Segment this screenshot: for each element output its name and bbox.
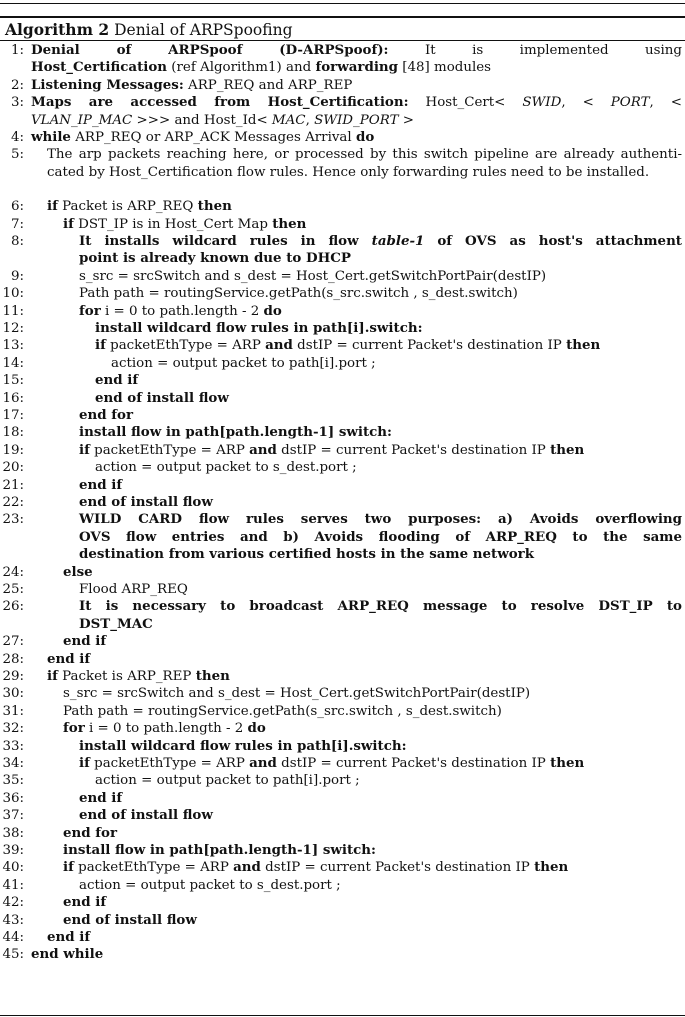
line-text [95, 772, 360, 789]
algorithm-line [0, 94, 685, 111]
line-text [31, 59, 682, 76]
line-number: 29: [2, 669, 24, 684]
line-text [63, 825, 117, 842]
line-text [79, 285, 518, 302]
line-text [63, 564, 93, 581]
line-text [63, 912, 197, 929]
line-number: 18: [2, 425, 24, 441]
line-segment: end of install flow [63, 911, 197, 928]
line-segment: install wildcard flow rules in path[i].switch: [95, 320, 423, 336]
line-text [79, 511, 682, 528]
algorithm-line [0, 390, 685, 407]
line-number: 8: [10, 234, 24, 249]
line-segment: then [550, 441, 585, 458]
algorithm-line [0, 668, 685, 685]
line-segment: end of install flow [79, 494, 213, 510]
algorithm-line [0, 720, 685, 737]
line-segment: MAC [271, 112, 306, 128]
top-rule-thin [0, 3, 685, 4]
line-number: 13: [2, 338, 24, 354]
algorithm-line [0, 616, 685, 633]
line-segment: and [265, 337, 293, 354]
algorithm-line [0, 912, 685, 929]
line-text [95, 320, 423, 337]
line-number: 25: [2, 582, 24, 597]
algorithm-line [0, 564, 685, 581]
line-segment: end if [63, 633, 107, 650]
line-segment: while [31, 129, 71, 145]
line-number: 43: [2, 912, 24, 928]
algorithm-line [0, 442, 685, 459]
line-number: 7: [10, 216, 24, 232]
line-number: 28: [2, 651, 24, 667]
line-segment: for [79, 302, 101, 319]
line-text [79, 755, 584, 772]
line-text [47, 651, 90, 668]
algorithm-line [0, 459, 685, 476]
line-text [79, 442, 584, 459]
line-segment: It installs wildcard rules in flow [79, 233, 372, 249]
line-text [111, 355, 376, 372]
algorithm-line [0, 268, 685, 285]
line-segment: end of install flow [95, 389, 229, 406]
algorithm-line [0, 511, 685, 528]
line-number: 4: [10, 130, 24, 145]
line-text [79, 494, 213, 511]
line-text [79, 303, 282, 320]
line-text [79, 250, 682, 267]
algorithm-line [0, 198, 685, 215]
line-text [79, 424, 392, 441]
algorithm-line [0, 877, 685, 894]
line-segment: Path path = routingService.getPath(s_src.switch , s_dest.switch) [63, 703, 502, 719]
line-segment: DST_IP is in Host_Cert Map [73, 216, 273, 232]
algorithm-label: Algorithm 2 [5, 20, 110, 39]
line-segment: end if [79, 789, 123, 806]
line-number: 22: [2, 495, 24, 510]
line-segment: then [195, 668, 230, 684]
header-rule [0, 40, 685, 41]
algorithm-line [0, 755, 685, 772]
line-text [31, 946, 103, 963]
line-number: 15: [2, 373, 24, 389]
line-text [63, 859, 568, 876]
line-segment: if [47, 668, 58, 684]
algorithm-line [0, 651, 685, 668]
line-segment: action = output packet to path[i].port ; [111, 355, 376, 371]
line-segment: SWID_PORT [314, 112, 399, 128]
line-number: 36: [2, 790, 24, 806]
line-segment: end while [31, 946, 104, 963]
line-segment: and [249, 441, 277, 458]
line-number: 14: [2, 355, 24, 371]
line-text [63, 894, 106, 911]
line-number: 20: [2, 460, 24, 476]
algorithm-line [0, 929, 685, 946]
line-segment: , < [649, 95, 683, 111]
line-segment: [48] modules [398, 60, 492, 76]
line-segment: SWID [522, 95, 562, 111]
line-segment: Host_Cert< [408, 95, 523, 111]
line-text [95, 372, 138, 389]
line-segment: > [398, 112, 414, 128]
top-rule [0, 16, 685, 18]
line-segment: action = output packet to s_dest.port ; [95, 460, 357, 476]
algorithm-line [0, 77, 685, 94]
algorithm-line [0, 42, 685, 59]
line-segment: forwarding [315, 59, 399, 76]
line-segment: dstIP = current Packet's destination IP [260, 860, 535, 876]
line-segment: , [305, 112, 315, 128]
algorithm-line [0, 790, 685, 807]
line-segment: and [249, 755, 277, 771]
line-segment: dstIP = current Packet's destination IP [276, 756, 551, 771]
line-number: 30: [2, 686, 24, 702]
line-number: 5: [10, 147, 24, 163]
line-segment: ARP_REQ and ARP_REP [183, 77, 353, 93]
line-segment: dstIP = current Packet's destination IP [276, 442, 551, 458]
line-text [79, 807, 213, 824]
line-segment: (ref Algorithm1) and [167, 60, 316, 76]
line-segment: then [272, 215, 307, 232]
line-segment: then [566, 337, 601, 354]
algorithm-line [0, 285, 685, 302]
line-text [79, 407, 133, 424]
algorithm-line [0, 598, 685, 615]
line-segment: if [47, 198, 58, 215]
line-segment: Listening Messages: [31, 76, 184, 93]
line-segment: for [63, 720, 85, 737]
line-text [79, 790, 122, 807]
algorithm-line [0, 703, 685, 720]
line-number: 2: [10, 77, 24, 93]
line-text [79, 477, 122, 494]
line-number: 1: [10, 43, 24, 58]
line-number: 34: [2, 756, 24, 771]
line-number: 3: [10, 95, 24, 111]
algorithm-line [0, 581, 685, 598]
algorithm-line [0, 424, 685, 441]
line-number: 10: [2, 286, 24, 302]
line-segment: OVS flow entries and b) Avoids flooding of ARP_REQ to the same [79, 528, 682, 545]
algorithm-line [0, 738, 685, 755]
line-text [63, 703, 502, 720]
line-segment: >>> and Host_Id< [132, 112, 272, 128]
line-text [31, 129, 374, 146]
line-text [79, 529, 682, 546]
line-text [47, 146, 682, 163]
line-segment [372, 233, 425, 249]
line-segment: packetEthType = ARP [73, 860, 234, 876]
line-number: 23: [2, 512, 24, 528]
line-segment: It is necessary to broadcast ARP_REQ message to resolve DST_IP to [79, 598, 682, 615]
line-text [31, 112, 682, 129]
algorithm-line [0, 859, 685, 876]
algorithm-line [0, 233, 685, 250]
line-segment: PORT [610, 95, 650, 111]
line-segment: cated by Host_Certification flow rules. Hence only forwarding rules need to be installed. [47, 164, 650, 180]
line-segment: end if [47, 650, 91, 667]
line-text [79, 233, 682, 250]
bottom-rule [0, 1015, 685, 1016]
line-text [95, 390, 229, 407]
line-segment: WILD CARD flow rules serves two purposes: a) Avoids overflowing [79, 511, 682, 528]
line-segment: s_src = srcSwitch and s_dest = Host_Cert.getSwitchPortPair(destIP) [79, 268, 547, 284]
line-text [79, 738, 407, 755]
algorithm-line [0, 825, 685, 842]
line-number: 16: [2, 390, 24, 406]
line-number: 38: [2, 825, 24, 841]
line-number: 21: [2, 477, 24, 493]
line-segment: if [63, 215, 74, 232]
line-segment: action = output packet to s_dest.port ; [79, 877, 341, 893]
line-text [63, 216, 306, 233]
line-number: 39: [2, 843, 24, 858]
line-segment: Maps are accessed from Host_Certification: [31, 94, 409, 111]
line-number: 35: [2, 773, 24, 789]
line-segment: table-1 [371, 233, 425, 249]
line-text [79, 598, 682, 615]
line-number: 27: [2, 634, 24, 650]
line-segment: install wildcard flow rules in path[i].switch: [79, 737, 407, 754]
line-segment: end if [79, 476, 123, 493]
line-text [95, 337, 600, 354]
algorithm-line [0, 129, 685, 146]
line-segment: do [355, 129, 375, 145]
line-segment: s_src = srcSwitch and s_dest = Host_Cert.getSwitchPortPair(destIP) [63, 686, 531, 702]
line-text [31, 94, 682, 111]
algorithm-line [0, 250, 685, 267]
line-number: 45: [2, 947, 24, 963]
algorithm-line [0, 633, 685, 650]
algorithm-line [0, 546, 685, 563]
line-segment: VLAN_IP_MAC [31, 112, 133, 128]
algorithm-line [0, 842, 685, 859]
algorithm-line [0, 337, 685, 354]
line-text [79, 546, 682, 563]
line-segment: then [197, 198, 232, 215]
line-segment: destination from various certified hosts in the same network [79, 546, 535, 563]
line-segment: end of install flow [79, 807, 213, 824]
algorithm-line [0, 146, 685, 163]
line-text [31, 77, 352, 94]
algorithm-line [0, 355, 685, 372]
line-text [63, 842, 376, 859]
line-text [47, 929, 90, 946]
algorithm-caption [5, 20, 293, 39]
line-number: 26: [2, 599, 24, 615]
line-text [63, 720, 266, 737]
algorithm-line [0, 685, 685, 702]
line-number: 41: [2, 877, 24, 893]
line-segment: do [247, 720, 266, 737]
line-segment: action = output packet to path[i].port ; [95, 773, 360, 789]
line-segment: point is already known due to DHCP [79, 250, 351, 267]
algorithm-line [0, 320, 685, 337]
algorithm-line [0, 407, 685, 424]
line-text [63, 633, 106, 650]
line-number: 32: [2, 721, 24, 737]
line-segment: do [263, 302, 282, 319]
line-segment: Host_Certification [31, 59, 168, 76]
line-segment: dstIP = current Packet's destination IP [292, 338, 567, 354]
line-segment: end for [79, 407, 134, 423]
algorithm-line [0, 894, 685, 911]
line-number: 12: [2, 321, 24, 336]
line-number: 9: [10, 268, 24, 284]
line-segment: The arp packets reaching here, or processed by this switch pipeline are already authenti- [47, 147, 682, 163]
algorithm-line [0, 494, 685, 511]
line-segment: if [79, 441, 90, 458]
algorithm-line [0, 164, 685, 181]
line-segment: Flood ARP_REQ [79, 582, 188, 597]
line-segment: packetEthType = ARP [105, 338, 266, 354]
line-segment: install flow in path[path.length-1] switch: [63, 842, 376, 858]
line-segment: DST_MAC [79, 615, 153, 632]
line-number: 19: [2, 442, 24, 458]
line-segment: end for [63, 824, 118, 841]
line-text [79, 616, 682, 633]
line-text [31, 42, 682, 59]
line-number: 17: [2, 408, 24, 423]
line-segment: install flow in path[path.length-1] switch: [79, 424, 392, 441]
line-number: 6: [10, 199, 24, 215]
line-segment: Packet is ARP_REQ [57, 199, 198, 215]
line-number: 44: [2, 930, 24, 945]
line-segment: It is implemented using [388, 43, 682, 58]
line-number: 24: [2, 564, 24, 580]
line-segment: end if [47, 929, 91, 945]
line-number: 40: [2, 860, 24, 876]
line-segment: end if [63, 894, 107, 911]
algorithm-line [0, 772, 685, 789]
line-text [79, 268, 546, 285]
algorithm-line [0, 807, 685, 824]
line-number: 31: [2, 703, 24, 719]
line-segment: and [233, 859, 261, 876]
line-segment: Denial of ARPSpoof (D-ARPSpoof): [31, 42, 389, 58]
algorithm-line [0, 372, 685, 389]
line-segment: if [79, 755, 90, 771]
line-segment: i = 0 to path.length - 2 [84, 721, 248, 737]
algorithm-line [0, 216, 685, 233]
algorithm-line [0, 477, 685, 494]
line-segment: , < [561, 95, 611, 111]
algorithm-line [0, 59, 685, 76]
algorithm-line [0, 303, 685, 320]
line-segment: packetEthType = ARP [89, 442, 250, 458]
line-segment: Path path = routingService.getPath(s_src.switch , s_dest.switch) [79, 286, 518, 302]
algorithm-line [0, 529, 685, 546]
line-segment: of OVS as host's attachment [424, 233, 682, 249]
line-segment: end if [95, 372, 139, 389]
algorithm-line [0, 112, 685, 129]
line-segment: i = 0 to path.length - 2 [100, 303, 264, 319]
line-segment: ARP_REQ or ARP_ACK Messages Arrival [70, 130, 356, 145]
line-segment: Packet is ARP_REP [57, 669, 196, 684]
line-text [63, 685, 530, 702]
line-segment: then [550, 755, 585, 771]
line-text [47, 668, 230, 685]
line-segment: packetEthType = ARP [89, 756, 250, 771]
line-number: 37: [2, 808, 24, 824]
algorithm-line [0, 946, 685, 963]
line-segment: if [95, 337, 106, 354]
line-number: 42: [2, 895, 24, 911]
line-text [79, 877, 341, 894]
algorithm-title: Denial of ARPSpoofing [114, 21, 293, 39]
line-number: 33: [2, 738, 24, 754]
line-segment: then [534, 859, 569, 876]
line-number: 11: [2, 303, 24, 319]
line-text [95, 459, 357, 476]
line-segment: if [63, 859, 74, 876]
line-text [79, 581, 188, 598]
line-text [47, 198, 232, 215]
line-text [47, 164, 682, 181]
line-segment: else [63, 563, 93, 580]
